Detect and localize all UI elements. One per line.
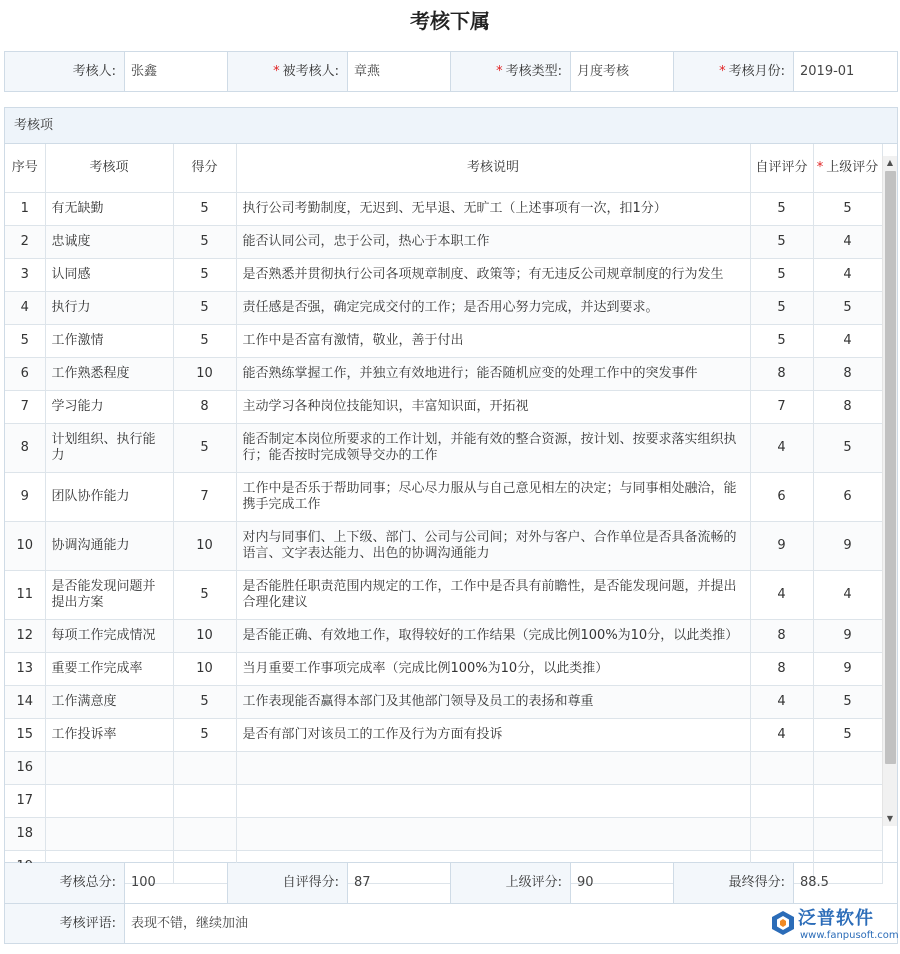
- cell-self-score: 8: [750, 619, 813, 652]
- cell-item: 每项工作完成情况: [45, 619, 173, 652]
- cell-superior-score[interactable]: 4: [813, 225, 882, 258]
- cell-self-score: 4: [750, 423, 813, 472]
- cell-no: 14: [5, 685, 45, 718]
- header-info-bar: [4, 51, 898, 92]
- cell-no: 4: [5, 291, 45, 324]
- cell-self-score: 5: [750, 225, 813, 258]
- cell-item: [45, 817, 173, 850]
- assessee-input[interactable]: 章燕: [348, 52, 451, 91]
- table-row[interactable]: [5, 423, 882, 472]
- cell-superior-score[interactable]: 8: [813, 357, 882, 390]
- comment-field: [5, 904, 897, 943]
- comment-input[interactable]: 表现不错，继续加油: [131, 916, 249, 931]
- cell-no: 1: [5, 192, 45, 225]
- cell-item: 认同感: [45, 258, 173, 291]
- cell-desc: 是否能胜任职责范围内规定的工作，工作中是否具有前瞻性，是否能发现问题，并提出合理化建议: [236, 570, 750, 619]
- final-score-label: 最终得分:: [674, 863, 794, 903]
- cell-score: 5: [173, 291, 236, 324]
- table-row[interactable]: [5, 291, 882, 324]
- cell-superior-score[interactable]: 4: [813, 258, 882, 291]
- final-score-field: [674, 863, 897, 903]
- assessment-table-wrap: [5, 144, 897, 862]
- cell-superior-score[interactable]: 6: [813, 472, 882, 521]
- month-label: * 考核月份:: [674, 52, 794, 91]
- cell-self-score: 5: [750, 324, 813, 357]
- cell-superior-score[interactable]: [813, 751, 882, 784]
- month-picker[interactable]: 2019-01: [800, 64, 855, 79]
- cell-superior-score[interactable]: 9: [813, 619, 882, 652]
- cell-score: [173, 817, 236, 850]
- cell-score: 5: [173, 324, 236, 357]
- cell-score: 10: [173, 652, 236, 685]
- superior-score-label: 上级评分:: [451, 863, 571, 903]
- type-select[interactable]: 月度考核: [571, 52, 674, 91]
- cell-desc: 是否能正确、有效地工作，取得较好的工作结果（完成比例100%为10分，以此类推）: [236, 619, 750, 652]
- assessee-field: [228, 52, 451, 91]
- cell-self-score: [750, 784, 813, 817]
- cell-item: 工作投诉率: [45, 718, 173, 751]
- self-score-label: 自评得分:: [228, 863, 348, 903]
- cell-no: 3: [5, 258, 45, 291]
- logo-icon: [770, 910, 796, 936]
- cell-superior-score[interactable]: 4: [813, 570, 882, 619]
- cell-item: 是否能发现问题并提出方案: [45, 570, 173, 619]
- cell-score: 10: [173, 619, 236, 652]
- cell-item: 学习能力: [45, 390, 173, 423]
- cell-no: 11: [5, 570, 45, 619]
- cell-self-score: 5: [750, 192, 813, 225]
- cell-no: 2: [5, 225, 45, 258]
- cell-item: [45, 751, 173, 784]
- cell-self-score: 6: [750, 472, 813, 521]
- cell-desc: 当月重要工作事项完成率（完成比例100%为10分，以此类推）: [236, 652, 750, 685]
- cell-desc: 工作中是否富有激情，敬业，善于付出: [236, 324, 750, 357]
- assessment-table: [5, 144, 883, 884]
- cell-self-score: 8: [750, 357, 813, 390]
- cell-score: 10: [173, 521, 236, 570]
- cell-superior-score[interactable]: 5: [813, 291, 882, 324]
- cell-score: 7: [173, 472, 236, 521]
- cell-self-score: 9: [750, 521, 813, 570]
- comment-bar: [4, 903, 898, 944]
- scroll-down-icon[interactable]: ▼: [886, 814, 894, 823]
- cell-no: 6: [5, 357, 45, 390]
- cell-score: 5: [173, 570, 236, 619]
- logo-name: 泛普软件: [798, 908, 874, 929]
- cell-item: 工作激情: [45, 324, 173, 357]
- comment-label: 考核评语:: [5, 904, 125, 943]
- cell-self-score: 8: [750, 652, 813, 685]
- cell-score: [173, 784, 236, 817]
- cell-score: 5: [173, 258, 236, 291]
- cell-item: 工作熟悉程度: [45, 357, 173, 390]
- cell-score: 10: [173, 357, 236, 390]
- cell-desc: 是否熟悉并贯彻执行公司各项规章制度、政策等；有无违反公司规章制度的行为发生: [236, 258, 750, 291]
- cell-no: 10: [5, 521, 45, 570]
- table-row[interactable]: [5, 192, 882, 225]
- self-score-field: [228, 863, 451, 903]
- cell-superior-score[interactable]: 9: [813, 521, 882, 570]
- cell-self-score: 4: [750, 685, 813, 718]
- cell-item: 计划组织、执行能力: [45, 423, 173, 472]
- cell-item: 团队协作能力: [45, 472, 173, 521]
- header-item: 考核项: [45, 144, 173, 192]
- table-row[interactable]: [5, 521, 882, 570]
- cell-no: 13: [5, 652, 45, 685]
- cell-self-score: 5: [750, 258, 813, 291]
- scroll-thumb[interactable]: [885, 171, 896, 764]
- cell-superior-score[interactable]: 4: [813, 324, 882, 357]
- cell-self-score: 4: [750, 570, 813, 619]
- cell-no: 17: [5, 784, 45, 817]
- total-field: [5, 863, 228, 903]
- total-label: 考核总分:: [5, 863, 125, 903]
- header-desc: 考核说明: [236, 144, 750, 192]
- cell-item: [45, 784, 173, 817]
- cell-desc: [236, 784, 750, 817]
- total-value: 100: [125, 863, 228, 903]
- cell-item: 重要工作完成率: [45, 652, 173, 685]
- cell-no: 8: [5, 423, 45, 472]
- score-summary-bar: [4, 863, 898, 904]
- table-row[interactable]: [5, 718, 882, 751]
- header-score: 得分: [173, 144, 236, 192]
- month-field: [674, 52, 897, 91]
- cell-desc: 能否熟练掌握工作，并独立有效地进行；能否随机应变的处理工作中的突发事件: [236, 357, 750, 390]
- table-row[interactable]: [5, 685, 882, 718]
- cell-desc: 能否认同公司，忠于公司，热心于本职工作: [236, 225, 750, 258]
- cell-desc: 对内与同事们、上下级、部门、公司与公司间；对外与客户、合作单位是否具备流畅的语言、文字表达能力、出色的协调沟通能力: [236, 521, 750, 570]
- assessee-label: * 被考核人:: [228, 52, 348, 91]
- table-scrollbar[interactable]: [882, 156, 897, 826]
- cell-score: 5: [173, 718, 236, 751]
- cell-no: 16: [5, 751, 45, 784]
- header-superior: * 上级评分: [813, 144, 882, 192]
- cell-self-score: 5: [750, 291, 813, 324]
- superior-score-field: [451, 863, 674, 903]
- header-self: 自评评分: [750, 144, 813, 192]
- type-label: * 考核类型:: [451, 52, 571, 91]
- required-mark: *: [273, 64, 280, 79]
- cell-no: 12: [5, 619, 45, 652]
- cell-score: 8: [173, 390, 236, 423]
- cell-desc: [236, 751, 750, 784]
- table-header-row: [5, 144, 882, 192]
- required-mark: *: [816, 159, 824, 175]
- cell-superior-score[interactable]: 5: [813, 423, 882, 472]
- self-score-value: 87: [348, 863, 451, 903]
- required-mark: *: [719, 64, 726, 79]
- cell-no: 18: [5, 817, 45, 850]
- cell-self-score: 4: [750, 718, 813, 751]
- assessment-section: [4, 107, 898, 863]
- section-title: 考核项: [5, 108, 897, 144]
- cell-superior-score[interactable]: 5: [813, 685, 882, 718]
- table-row[interactable]: [5, 817, 882, 850]
- cell-desc: 工作中是否乐于帮助同事；尽心尽力服从与自己意见相左的决定；与同事相处融洽，能携手完成工作: [236, 472, 750, 521]
- cell-superior-score[interactable]: 5: [813, 718, 882, 751]
- cell-desc: 责任感是否强，确定完成交付的工作；是否用心努力完成，并达到要求。: [236, 291, 750, 324]
- table-row[interactable]: [5, 357, 882, 390]
- cell-score: [173, 751, 236, 784]
- cell-superior-score[interactable]: [813, 817, 882, 850]
- cell-desc: 是否有部门对该员工的工作及行为方面有投诉: [236, 718, 750, 751]
- cell-score: 5: [173, 423, 236, 472]
- cell-desc: 执行公司考勤制度，无迟到、无早退、无旷工（上述事项有一次，扣1分）: [236, 192, 750, 225]
- table-row[interactable]: [5, 619, 882, 652]
- assessor-label: 考核人:: [5, 52, 125, 91]
- cell-item: 协调沟通能力: [45, 521, 173, 570]
- table-row[interactable]: [5, 784, 882, 817]
- table-row[interactable]: [5, 390, 882, 423]
- table-row[interactable]: [5, 570, 882, 619]
- brand-logo: [770, 908, 899, 942]
- cell-score: 5: [173, 225, 236, 258]
- table-row[interactable]: [5, 652, 882, 685]
- scroll-up-icon[interactable]: ▲: [886, 158, 894, 167]
- cell-superior-score[interactable]: [813, 784, 882, 817]
- type-field: [451, 52, 674, 91]
- cell-no: 7: [5, 390, 45, 423]
- cell-item: 有无缺勤: [45, 192, 173, 225]
- header-no: 序号: [5, 144, 45, 192]
- cell-superior-score[interactable]: 9: [813, 652, 882, 685]
- cell-self-score: 7: [750, 390, 813, 423]
- superior-score-value: 90: [571, 863, 674, 903]
- cell-superior-score[interactable]: 8: [813, 390, 882, 423]
- final-score-value: 88.5: [800, 875, 829, 890]
- logo-url: www.fanpusoft.com: [800, 930, 899, 941]
- cell-superior-score[interactable]: 5: [813, 192, 882, 225]
- cell-self-score: [750, 817, 813, 850]
- table-row[interactable]: [5, 751, 882, 784]
- cell-no: 15: [5, 718, 45, 751]
- assessor-field: [5, 52, 228, 91]
- cell-item: 忠诚度: [45, 225, 173, 258]
- cell-desc: [236, 817, 750, 850]
- table-row[interactable]: [5, 324, 882, 357]
- table-row[interactable]: [5, 258, 882, 291]
- cell-desc: 工作表现能否赢得本部门及其他部门领导及员工的表扬和尊重: [236, 685, 750, 718]
- table-row[interactable]: [5, 225, 882, 258]
- cell-score: 5: [173, 685, 236, 718]
- cell-desc: 主动学习各种岗位技能知识，丰富知识面，开拓视: [236, 390, 750, 423]
- required-mark: *: [496, 64, 503, 79]
- cell-no: 5: [5, 324, 45, 357]
- cell-no: 9: [5, 472, 45, 521]
- cell-self-score: [750, 751, 813, 784]
- assessor-input[interactable]: 张鑫: [125, 52, 228, 91]
- cell-item: 工作满意度: [45, 685, 173, 718]
- page-title: 考核下属: [410, 9, 490, 33]
- cell-score: 5: [173, 192, 236, 225]
- table-row[interactable]: [5, 472, 882, 521]
- cell-item: 执行力: [45, 291, 173, 324]
- cell-desc: 能否制定本岗位所要求的工作计划，并能有效的整合资源，按计划、按要求落实组织执行；能否按时完成领导交办的工作: [236, 423, 750, 472]
